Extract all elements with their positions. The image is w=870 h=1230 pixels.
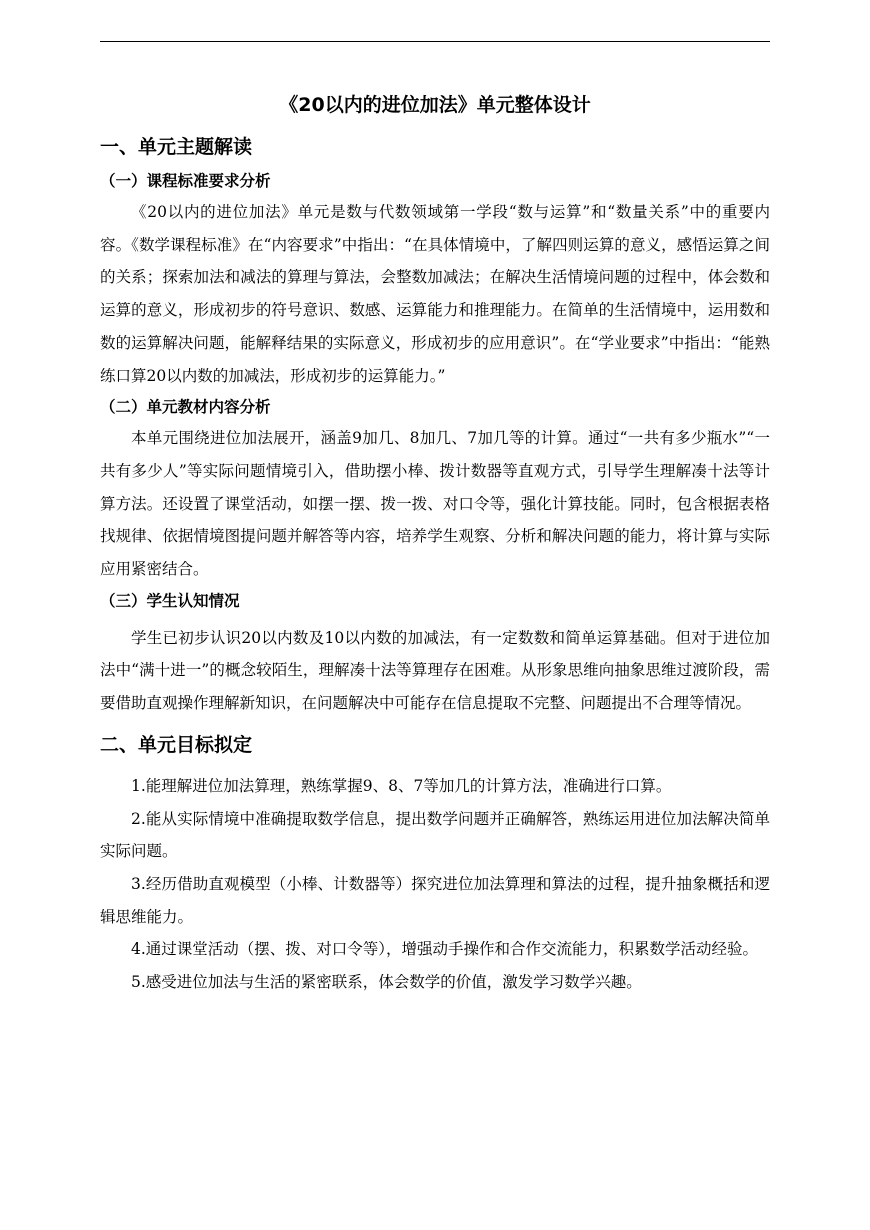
section-heading-theme: 一、单元主题解读 — [100, 136, 253, 158]
header-rule — [100, 41, 770, 42]
goal-item: 1.能理解进位加法算理，熟练掌握9、8、7等加几的计算方法，准确进行口算。 — [131, 776, 672, 795]
goal-item: 3.经历借助直观模型（小棒、计数器等）探究进位加法算理和算法的过程，提升抽象概括和逻辑思维能力。 — [100, 874, 770, 926]
paragraph-textbook: 本单元围绕进位加法展开，涵盖9加几、8加几、7加几等的计算。通过“一共有多少瓶水”“一共有多少人”等实际问题情境引入，借助摆小棒、拨计数器等直观方式，引导学生理解凑十法等计算方法。还设置了课堂活动，如摆一摆、拨一拨、对口令等，强化计算技能。同时，包含根据表格找规律、依据情境图提问题并解答等内容，培养学生观察、分析和解决问题的能力，将计算与实际应用紧密结合。 — [100, 429, 770, 579]
goal-item: 4.通过课堂活动（摆、拨、对口令等），增强动手操作和合作交流能力，积累数学活动经验。 — [131, 940, 759, 959]
goal-item: 5.感受进位加法与生活的紧密联系，体会数学的价值，激发学习数学兴趣。 — [131, 973, 642, 992]
document-body — [100, 90, 770, 999]
paragraph-cognition: 学生已初步认识20以内数及10以内数的加减法，有一定数数和简单运算基础。但对于进位加法中“满十进一”的概念较陌生，理解凑十法等算理存在困难。从形象思维向抽象思维过渡阶段，需要借助直观操作理解新知识，在问题解决中可能存在信息提取不完整、问题提出不合理等情况。 — [100, 628, 770, 713]
subsection-heading-curriculum: （一）课程标准要求分析 — [100, 172, 271, 190]
goal-item: 2.能从实际情境中准确提取数学信息，提出数学问题并正确解答，熟练运用进位加法解决简单实际问题。 — [100, 809, 770, 861]
subsection-heading-textbook: （二）单元教材内容分析 — [100, 398, 271, 417]
paragraph-curriculum: 《20以内的进位加法》单元是数与代数领域第一学段“数与运算”和“数量关系”中的重要内容。《数学课程标准》在“内容要求”中指出：“在具体情境中，了解四则运算的意义，感悟运算之间的关系；探索加法和减法的算理与算法，会整数加减法；在解决生活情境问题的过程中，体会数和运算的意义，形成初步的符号意识、数感、运算能力和推理能力。在简单的生活情境中，运用数和数的运算解决问题，能解释结果的实际意义，形成初步的应用意识”。在“学业要求”中指出：“能熟练口算20以内数的加减法，形成初步的运算能力。” — [100, 203, 770, 385]
document-title: 《20以内的进位加法》单元整体设计 — [279, 94, 591, 116]
section-heading-goals: 二、单元目标拟定 — [100, 733, 253, 756]
subsection-heading-cognition: （三）学生认知情况 — [100, 591, 240, 610]
